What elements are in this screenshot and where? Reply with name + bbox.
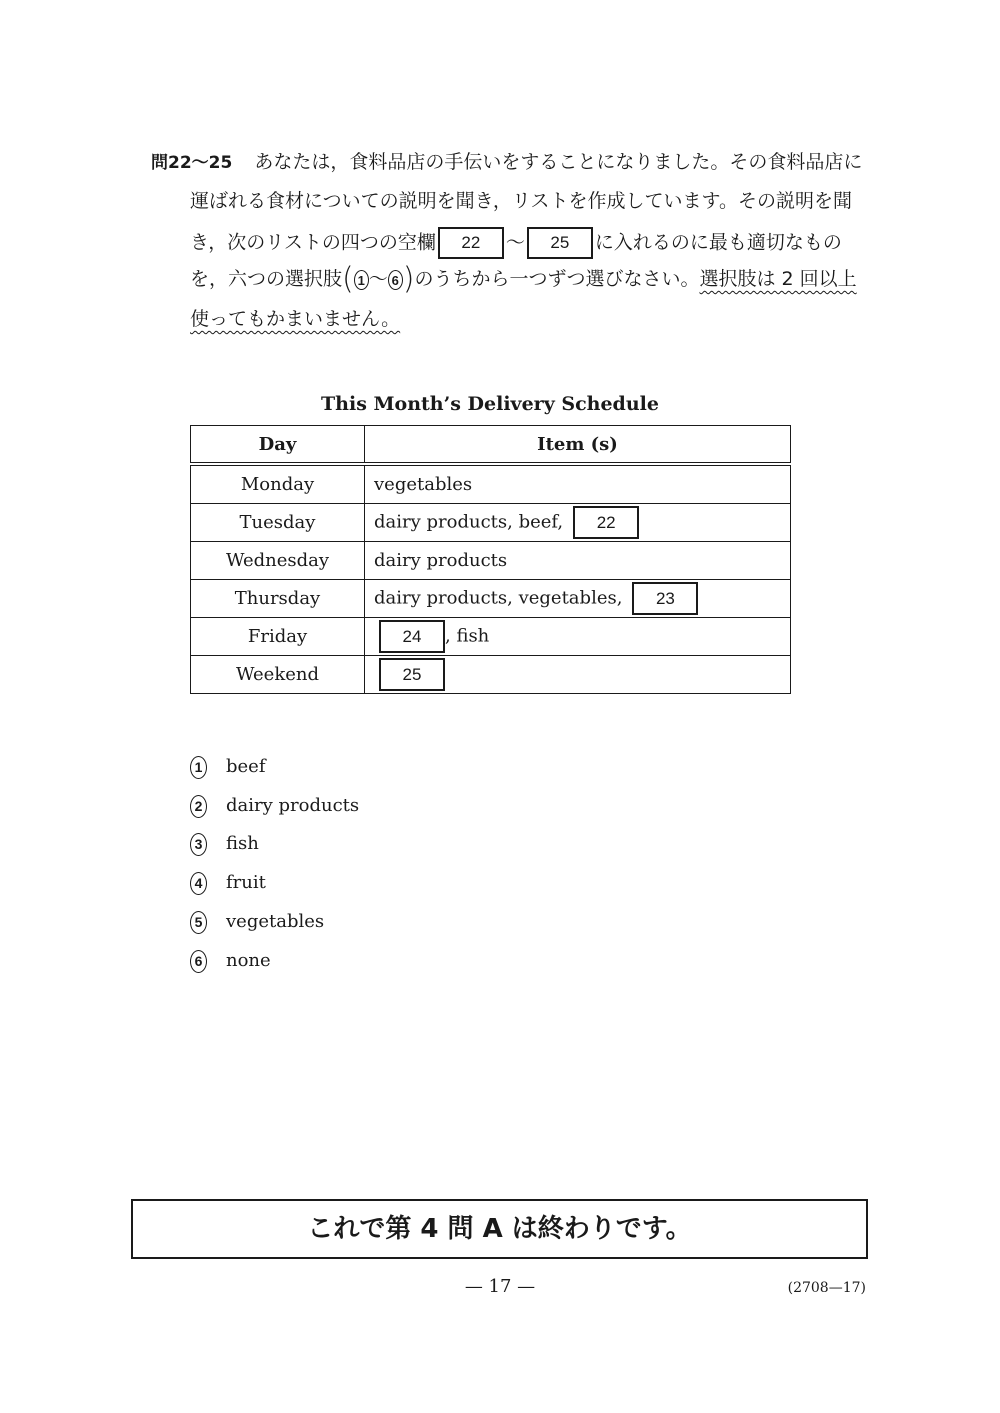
circled-number-icon: 6 — [190, 950, 207, 973]
answer-blank-22: 22 — [573, 506, 639, 539]
day-cell: Tuesday — [191, 504, 365, 542]
question-text-4a: を，六つの選択肢 — [190, 268, 343, 290]
choice-last-circled-number: 6 — [388, 270, 403, 290]
table-row — [191, 618, 791, 656]
table-row — [191, 580, 791, 618]
items-cell — [365, 618, 791, 656]
day-cell: Monday — [191, 464, 365, 504]
option-item — [190, 910, 324, 934]
circled-number-icon: 1 — [190, 756, 207, 779]
circled-number-icon: 3 — [190, 833, 207, 856]
choice-first-circled-number: 1 — [354, 270, 369, 290]
table-row — [191, 464, 791, 504]
question-line-2 — [190, 188, 852, 214]
option-label: none — [226, 950, 271, 971]
option-item — [190, 794, 359, 818]
question-text-4b: のうちから一つずつ選びなさい。 — [414, 268, 700, 290]
question-line-4: を，六つの選択肢( 1 ～ 6 )のうちから一つずつ選びなさい。選択肢は 2 回以上 — [190, 261, 857, 297]
page-code: (2708—17) — [787, 1280, 866, 1296]
question-number: 問22～25 — [151, 153, 233, 173]
table-row — [191, 542, 791, 580]
items-text: dairy products, beef, — [374, 511, 564, 533]
table-row — [191, 656, 791, 694]
items-cell — [365, 504, 791, 542]
question-text-2: 運ばれる食材についての説明を聞き，リストを作成しています。その説明を聞 — [190, 190, 852, 212]
answer-blank-25: 25 — [379, 658, 445, 691]
items-text: dairy products, vegetables, — [374, 587, 623, 609]
option-item — [190, 871, 266, 895]
range-tilde-2: ～ — [368, 268, 388, 290]
items-cell — [365, 656, 791, 694]
table-title: This Month’s Delivery Schedule — [321, 393, 659, 415]
answer-blank-23: 23 — [632, 582, 698, 615]
question-text-1: あなたは，食料品店の手伝いをすることになりました。その食料品店に — [254, 151, 863, 173]
items-cell: dairy products — [365, 542, 791, 580]
header-items: Item (s) — [365, 426, 791, 465]
items-cell: vegetables — [365, 464, 791, 504]
option-item — [190, 832, 259, 856]
option-label: fruit — [226, 872, 266, 893]
header-day: Day — [191, 426, 365, 465]
day-cell: Wednesday — [191, 542, 365, 580]
day-cell: Friday — [191, 618, 365, 656]
option-label: vegetables — [226, 911, 325, 932]
items-text: , fish — [445, 625, 490, 647]
circled-number-icon: 2 — [190, 795, 207, 818]
question-line-5 — [190, 306, 400, 332]
delivery-schedule-table — [190, 425, 791, 694]
wavy-note-2: 使ってもかまいません。 — [190, 308, 401, 330]
question-line-3 — [190, 227, 842, 259]
option-item — [190, 755, 266, 779]
end-notice-box: これで第 4 問 A は終わりです。 — [131, 1199, 868, 1259]
answer-blank-first: 22 — [438, 227, 504, 259]
option-item — [190, 949, 271, 973]
circled-number-icon: 5 — [190, 911, 207, 934]
day-cell: Thursday — [191, 580, 365, 618]
table-row — [191, 504, 791, 542]
answer-blank-last: 25 — [527, 227, 593, 259]
day-cell: Weekend — [191, 656, 365, 694]
page-number: — 17 — — [464, 1276, 536, 1297]
items-cell — [365, 580, 791, 618]
question-text-3b: に入れるのに最も適切なもの — [594, 231, 842, 254]
option-label: dairy products — [226, 795, 360, 816]
wavy-note-1: 選択肢は 2 回以上 — [699, 268, 857, 290]
table-header-row — [191, 426, 791, 465]
range-tilde: ～ — [505, 231, 525, 254]
circled-number-icon: 4 — [190, 872, 207, 895]
answer-blank-24: 24 — [379, 620, 445, 653]
option-label: fish — [226, 833, 259, 854]
option-label: beef — [226, 756, 266, 777]
question-text-3a: き，次のリストの四つの空欄 — [190, 231, 436, 254]
question-line-1 — [151, 149, 862, 176]
